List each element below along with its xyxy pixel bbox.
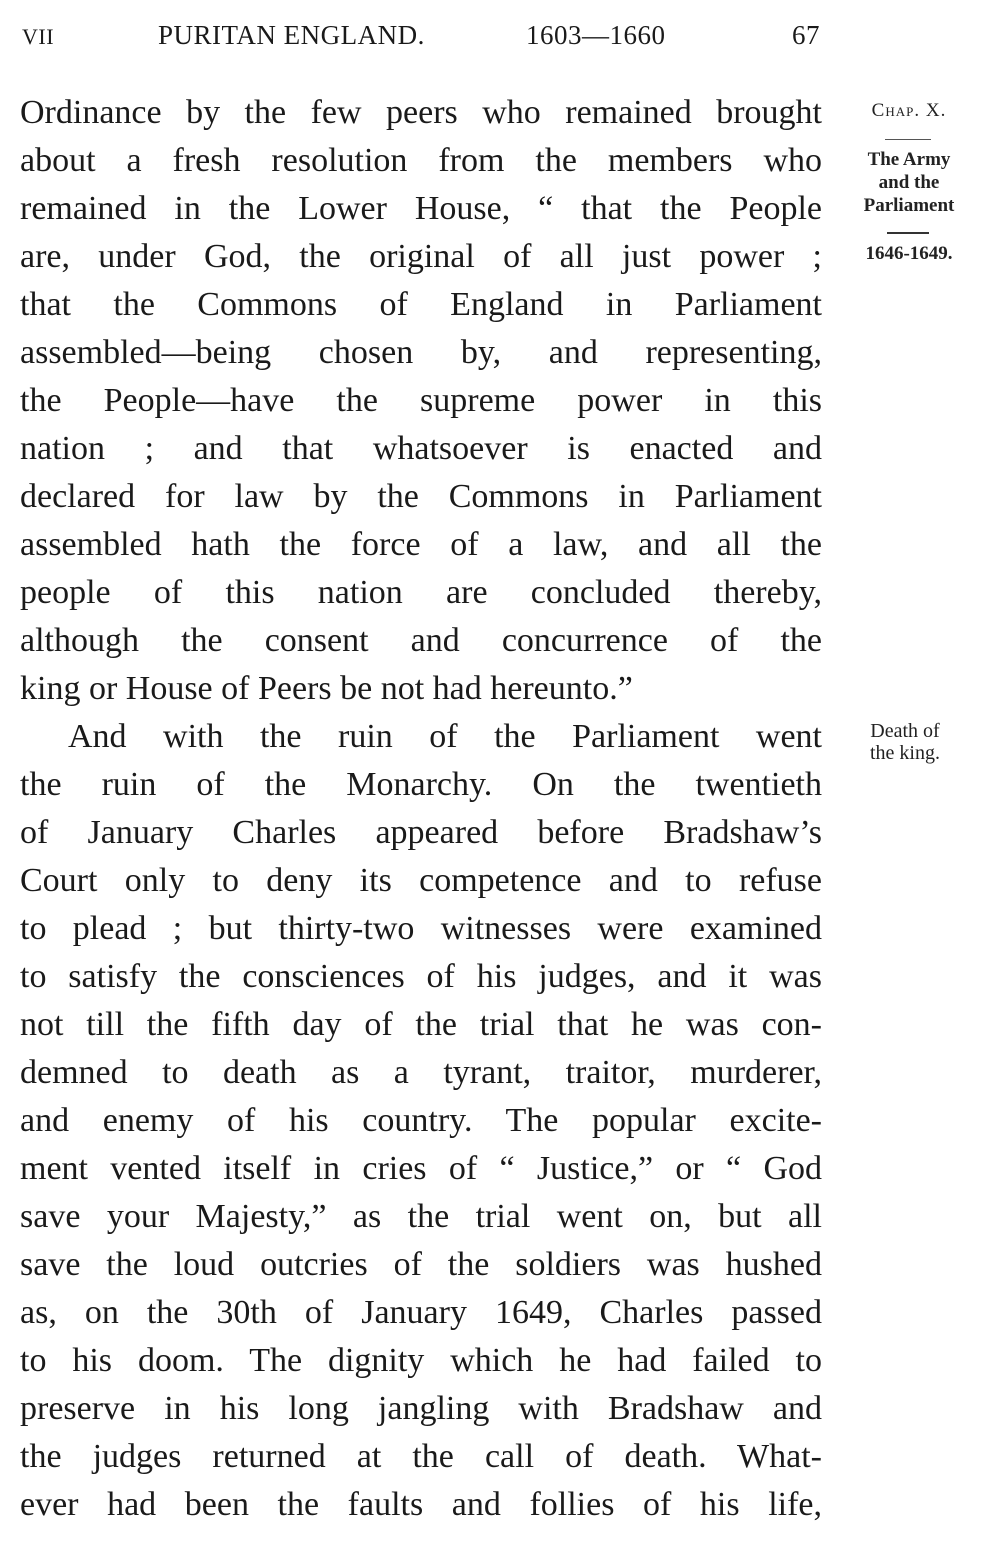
margin-death-line: the king. bbox=[870, 742, 940, 764]
text-line: assembled—being chosen by, and representing, bbox=[20, 334, 822, 371]
text-line: ment vented itself in cries of “ Justice,” or “ God bbox=[20, 1150, 822, 1187]
text-line: not till the fifth day of the trial that he was con- bbox=[20, 1006, 822, 1043]
text-line: to plead ; but thirty-two witnesses were examined bbox=[20, 910, 822, 947]
text-line: preserve in his long jangling with Bradshaw and bbox=[20, 1390, 822, 1427]
margin-topic-line: and the bbox=[878, 172, 940, 193]
margin-chapter-label: Chap. X. bbox=[871, 100, 947, 121]
text-line: king or House of Peers be not had hereunto.” bbox=[20, 670, 633, 707]
margin-topic-line: The Army bbox=[867, 149, 951, 170]
text-line: ever had been the faults and follies of his life, bbox=[20, 1486, 822, 1523]
page-number: 67 bbox=[792, 20, 820, 50]
margin-topic-note bbox=[834, 148, 984, 217]
text-line: Ordinance by the few peers who remained brought bbox=[20, 94, 822, 131]
text-line: to satisfy the consciences of his judges, and it was bbox=[20, 958, 822, 995]
text-line: of January Charles appeared before Bradshaw’s bbox=[20, 814, 822, 851]
margin-death-line: Death of bbox=[870, 720, 940, 742]
text-line: the ruin of the Monarchy. On the twentieth bbox=[20, 766, 822, 803]
margin-divider bbox=[887, 232, 929, 234]
margin-topic-line: Parliament bbox=[863, 195, 955, 216]
running-head bbox=[22, 20, 822, 56]
text-line: are, under God, the original of all just power ; bbox=[20, 238, 822, 275]
text-line: to his doom. The dignity which he had failed to bbox=[20, 1342, 822, 1379]
text-line: and enemy of his country. The popular excite- bbox=[20, 1102, 822, 1139]
text-line: assembled hath the force of a law, and all the bbox=[20, 526, 822, 563]
text-line: nation ; and that whatsoever is enacted and bbox=[20, 430, 822, 467]
chapter-numeral: VII bbox=[22, 24, 55, 49]
text-line: save the loud outcries of the soldiers was hushed bbox=[20, 1246, 822, 1283]
text-line: as, on the 30th of January 1649, Charles passed bbox=[20, 1294, 822, 1331]
text-line: declared for law by the Commons in Parliament bbox=[20, 478, 822, 515]
text-line: the People—have the supreme power in this bbox=[20, 382, 822, 419]
paragraph-first-line: And with the ruin of the Parliament went bbox=[68, 718, 822, 755]
text-line: the judges returned at the call of death. What- bbox=[20, 1438, 822, 1475]
text-line: that the Commons of England in Parliament bbox=[20, 286, 822, 323]
text-line: about a fresh resolution from the members who bbox=[20, 142, 822, 179]
text-line: demned to death as a tyrant, traitor, murderer, bbox=[20, 1054, 822, 1091]
text-line: save your Majesty,” as the trial went on, but all bbox=[20, 1198, 822, 1235]
text-line: although the consent and concurrence of the bbox=[20, 622, 822, 659]
period-dates: 1603—1660 bbox=[526, 20, 666, 50]
margin-divider bbox=[885, 139, 931, 140]
text-line: people of this nation are concluded thereby, bbox=[20, 574, 822, 611]
margin-years: 1646-1649. bbox=[865, 243, 953, 264]
text-line: remained in the Lower House, “ that the People bbox=[20, 190, 822, 227]
book-title: PURITAN ENGLAND. bbox=[158, 20, 425, 50]
body-text bbox=[20, 89, 822, 1529]
margin-death-note bbox=[830, 720, 980, 764]
text-line: Court only to deny its competence and to refuse bbox=[20, 862, 822, 899]
